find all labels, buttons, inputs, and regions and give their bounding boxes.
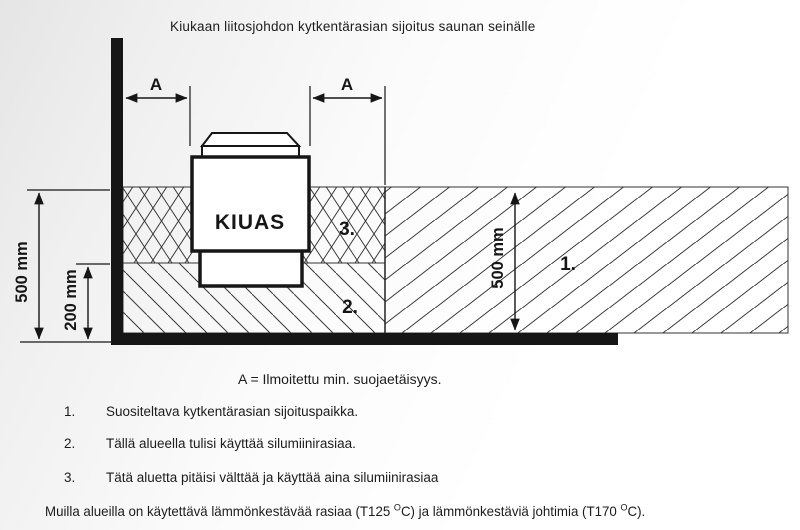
page-title: Kiukaan liitosjohdon kytkentärasian sijoitus saunan seinälle <box>170 19 536 34</box>
dim-a-right-label: A <box>340 75 354 94</box>
legend-item-number: 3. <box>64 470 76 485</box>
legend-item-1 <box>64 404 358 419</box>
legend-item-number: 1. <box>64 404 76 419</box>
sauna-wall <box>111 38 123 345</box>
zone-2-label: 2. <box>342 297 358 318</box>
dim-500-right-label: 500 mm <box>489 227 507 289</box>
footnote <box>45 503 645 519</box>
legend-item-text: Tällä alueella tulisi käyttää silumiinirasiaa. <box>106 436 356 451</box>
heater-lid-top <box>202 133 299 146</box>
legend-item-number: 2. <box>64 436 76 451</box>
footnote-text: C) ja lämmönkestäviä johtimia (T170 <box>400 503 621 519</box>
legend-item-2 <box>64 436 356 451</box>
footnote-sup: O <box>393 502 401 514</box>
dim-500-left-label: 500 mm <box>13 241 31 303</box>
legend-item-3 <box>64 470 438 485</box>
legend-item-text: Tätä aluetta pitäisi välttää ja käyttää aina silumiinirasiaa <box>106 470 439 485</box>
dim-a-left-label: A <box>149 75 163 94</box>
heater-base <box>200 249 302 286</box>
dimension-a-caption: A = Ilmoitettu min. suojaetäisyys. <box>238 371 442 387</box>
sauna-floor <box>111 333 618 345</box>
footnote-text: C). <box>627 503 646 519</box>
zone-1-label: 1. <box>560 254 576 275</box>
zone-1-hatch <box>385 187 788 333</box>
dim-200-label: 200 mm <box>62 269 80 331</box>
footnote-sup: O <box>620 502 628 514</box>
zone-3-label: 3. <box>339 219 355 240</box>
heater-body <box>192 157 309 251</box>
heater-label: KIUAS <box>214 211 286 234</box>
legend-item-text: Suositeltava kytkentärasian sijoituspaikka. <box>106 404 359 419</box>
footnote-text: Muilla alueilla on käytettävä lämmönkestävää rasiaa (T125 <box>45 503 394 519</box>
